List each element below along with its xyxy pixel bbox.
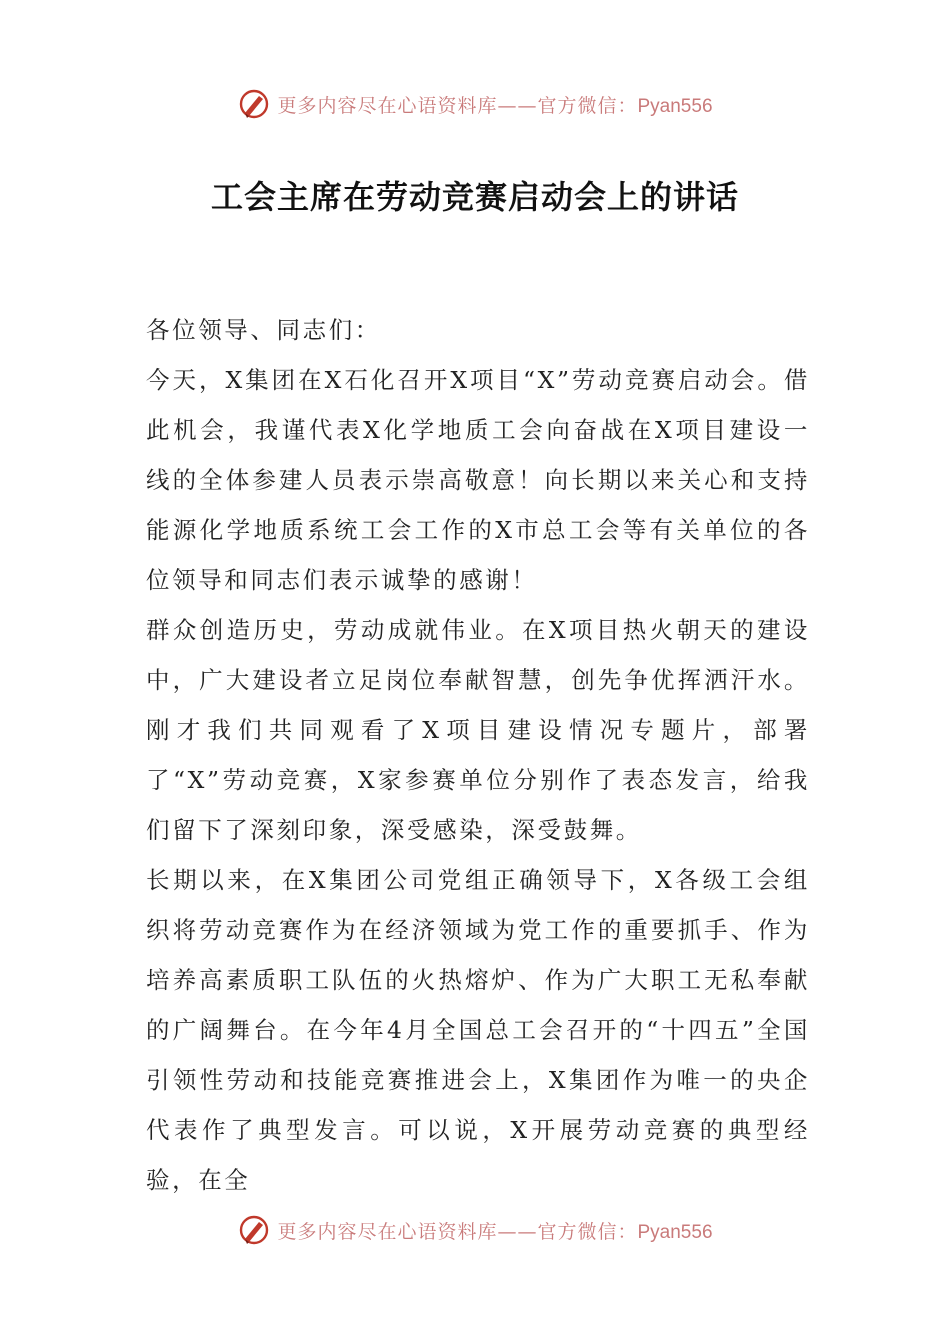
paragraph-1: 今天，X集团在X石化召开X项目“X”劳动竞赛启动会。借此机会，我谨代表X化学地质工会向奋战在X项目建设一线的全体参建人员表示崇高敬意！向长期以来关心和支持能源化学地质系统工会工作的X市总工会等有关单位的各位领导和同志们表示诚挚的感谢！ [146,366,810,594]
watermark-text: 更多内容尽在心语资料库——官方微信：Pyan556 [277,1220,713,1243]
paragraph-2: 群众创造历史，劳动成就伟业。在X项目热火朝天的建设中，广大建设者立足岗位奉献智慧，创先争优挥洒汗水。刚才我们共同观看了X项目建设情况专题片，部署了“X”劳动竞赛，X家参赛单位分别作了表态发言，给我们留下了深刻印象，深受感染，深受鼓舞。 [146,616,810,844]
document-title: 工会主席在劳动竞赛启动会上的讲话 [210,178,739,216]
wechat-id: Pyan556 [637,95,713,117]
watermark-banner-top [0,82,950,126]
document-body [146,305,810,1205]
salutation: 各位领导、同志们： [146,316,381,344]
pen-logo-icon [237,1213,271,1247]
watermark-text: 更多内容尽在心语资料库——官方微信：Pyan556 [277,94,713,117]
pen-logo-icon [237,87,271,121]
paragraph-3: 长期以来，在X集团公司党组正确领导下，X各级工会组织将劳动竞赛作为在经济领域为党工作的重要抓手、作为培养高素质职工队伍的火热熔炉、作为广大职工无私奉献的广阔舞台。在今年4月全国总工会召开的“十四五”全国引领性劳动和技能竞赛推进会上，X集团作为唯一的央企代表作了典型发言。可以说，X开展劳动竞赛的典型经验，在全 [146,866,810,1194]
wechat-id: Pyan556 [637,1221,713,1243]
watermark-banner-bottom [0,1208,950,1252]
